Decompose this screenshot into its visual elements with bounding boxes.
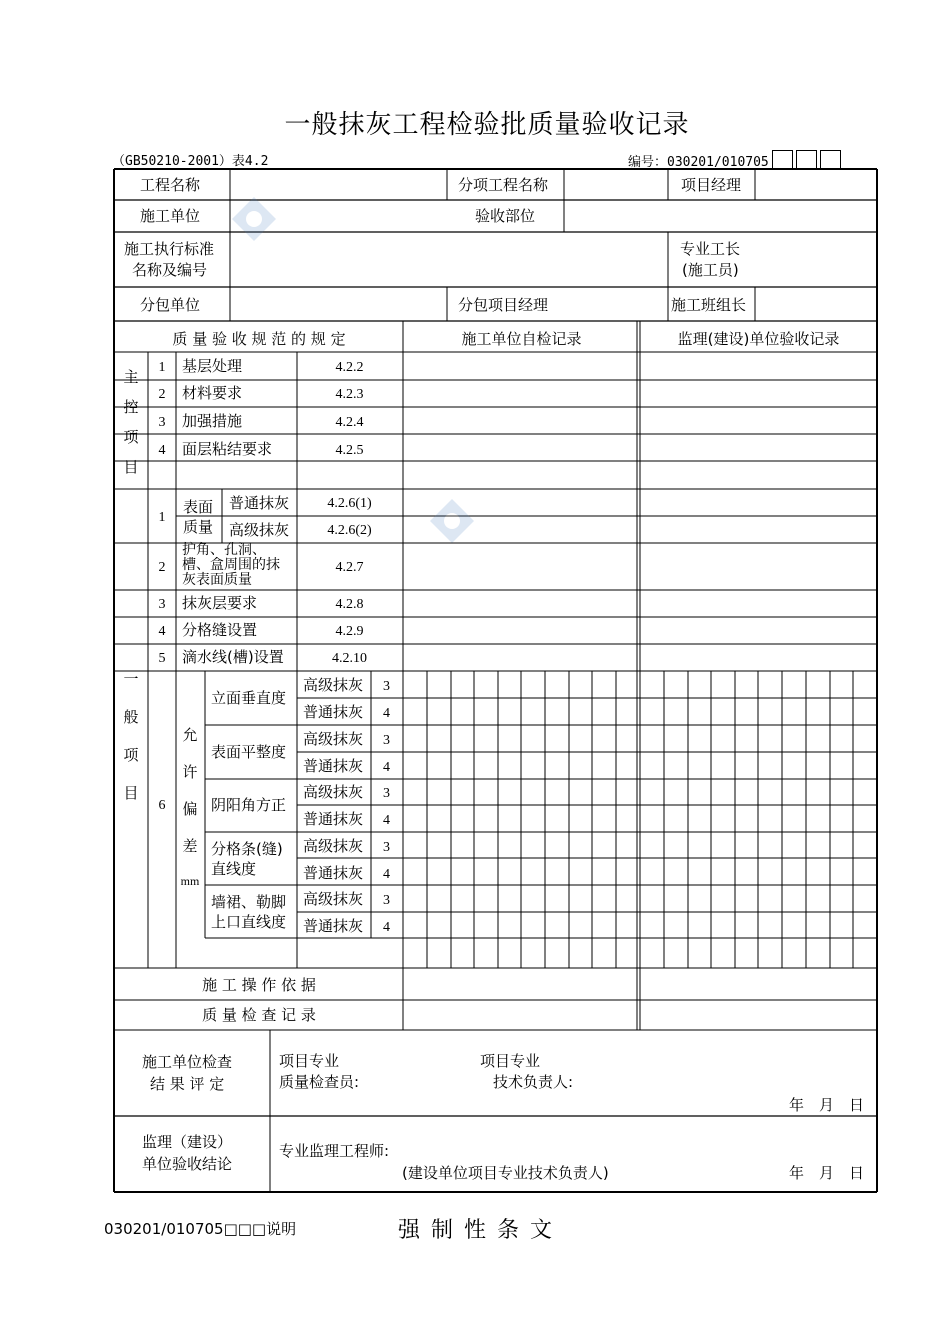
standard-ref: （GB50210-2001）表4.2 — [112, 154, 269, 169]
main-item-name: 加强措施 — [182, 412, 243, 430]
corner-item-name: 护角、孔洞、 — [182, 542, 266, 558]
main-item-no: 1 — [158, 360, 166, 375]
tolerance-group-name: 分格条(缝) — [211, 840, 283, 858]
tolerance-group-name: 阴阳角方正 — [211, 796, 287, 814]
tolerance-value: 4 — [383, 920, 390, 935]
supervisor-label: 专业监理工程师: — [279, 1142, 390, 1160]
mandatory-clause-title: 强制性条文 — [398, 1218, 564, 1243]
footer-note: 030201/010705□□□说明 — [104, 1220, 297, 1238]
main-item-clause: 4.2.3 — [335, 387, 364, 402]
form-title: 一般抹灰工程检验批质量验收记录 — [284, 110, 690, 140]
general-item-name: 分格缝设置 — [182, 621, 258, 639]
tolerance-grade: 普通抹灰 — [303, 864, 364, 882]
grade-name: 高级抹灰 — [229, 521, 290, 539]
result-date: 年 月 日 — [789, 1096, 865, 1114]
general-item-no: 4 — [158, 624, 166, 639]
tolerance-value: 3 — [383, 786, 390, 801]
tolerance-group-name-2: 直线度 — [211, 860, 257, 878]
tech-lead-label: 项目专业 — [480, 1052, 541, 1070]
main-item-clause: 4.2.5 — [335, 443, 364, 458]
inspector-label: 项目专业 — [279, 1052, 340, 1070]
general-item-name: 滴水线(槽)设置 — [182, 648, 284, 666]
foreman-label: 专业工长 — [680, 240, 741, 258]
watermark-icon — [428, 497, 476, 545]
tolerance-grade: 高级抹灰 — [303, 783, 364, 801]
tolerance-grade: 高级抹灰 — [303, 676, 364, 694]
tolerance-group-name: 立面垂直度 — [211, 689, 287, 707]
tolerance-unit: mm — [180, 874, 200, 888]
general-item-clause: 4.2.9 — [335, 624, 364, 639]
code-label: 编号：030201/010705 — [628, 155, 769, 170]
standard-label: 施工执行标准 — [124, 240, 215, 258]
tolerance-group-name: 表面平整度 — [211, 743, 287, 761]
tolerance-grade: 高级抹灰 — [303, 837, 364, 855]
main-control-label: 主控项目 — [123, 368, 139, 476]
main-item-clause: 4.2.4 — [335, 415, 364, 430]
result-label: 施工单位检查 — [142, 1053, 233, 1071]
general-item-clause: 4.2.7 — [335, 560, 364, 575]
project-name-label: 工程名称 — [140, 176, 201, 194]
owner-note: (建设单位项目专业技术负责人) — [402, 1164, 609, 1182]
inspector-label-2: 质量检查员: — [279, 1073, 360, 1091]
grade-clause: 4.2.6(1) — [327, 496, 372, 511]
general-item-no: 5 — [158, 651, 166, 666]
sub-manager-label: 分包项目经理 — [458, 296, 549, 314]
tolerance-grade: 普通抹灰 — [303, 917, 364, 935]
grade-name: 普通抹灰 — [229, 494, 290, 512]
conclusion-label: 监理（建设） — [142, 1133, 233, 1151]
construction-unit-label: 施工单位 — [140, 207, 201, 225]
general-item-no: 6 — [158, 798, 166, 813]
foreman-label-2: (施工员) — [682, 261, 739, 279]
main-item-name: 材料要求 — [182, 384, 243, 402]
sub-project-name-label: 分项工程名称 — [458, 176, 549, 194]
tolerance-value: 4 — [383, 760, 390, 775]
tolerance-value: 4 — [383, 867, 390, 882]
general-item-no: 2 — [158, 560, 166, 575]
corner-item-name-2: 槽、盒周围的抹 — [182, 557, 280, 573]
main-item-clause: 4.2.2 — [335, 360, 364, 375]
spec-header: 质 量 验 收 规 范 的 规 定 — [172, 330, 346, 348]
self-check-header: 施工单位自检记录 — [461, 330, 582, 348]
general-item-name: 抹灰层要求 — [182, 594, 258, 612]
tolerance-value: 3 — [383, 679, 390, 694]
main-item-no: 3 — [158, 415, 166, 430]
tolerance-grade: 普通抹灰 — [303, 810, 364, 828]
tolerance-grade: 普通抹灰 — [303, 757, 364, 775]
operation-basis-label: 施 工 操 作 依 据 — [202, 976, 316, 994]
main-item-name: 基层处理 — [182, 357, 243, 375]
tolerance-value: 3 — [383, 733, 390, 748]
tolerance-value: 3 — [383, 893, 390, 908]
subcontractor-label: 分包单位 — [140, 296, 201, 314]
general-item-no: 3 — [158, 597, 166, 612]
team-leader-label: 施工班组长 — [671, 296, 747, 314]
grade-clause: 4.2.6(2) — [327, 523, 372, 538]
supervision-header: 监理(建设)单位验收记录 — [677, 330, 840, 348]
standard-label-2: 名称及编号 — [132, 261, 208, 279]
watermark-icon — [230, 195, 278, 243]
tolerance-label: 允许偏差 — [182, 726, 198, 855]
general-label: 一般项目 — [123, 670, 139, 802]
tolerance-grade: 普通抹灰 — [303, 703, 364, 721]
tolerance-grade: 高级抹灰 — [303, 730, 364, 748]
quality-record-label: 质 量 检 查 记 录 — [202, 1006, 316, 1024]
tolerance-value: 4 — [383, 813, 390, 828]
general-item-clause: 4.2.10 — [332, 651, 367, 666]
project-manager-label: 项目经理 — [681, 176, 742, 194]
surface-quality-label: 表面 — [183, 498, 214, 516]
main-item-no: 2 — [158, 387, 166, 402]
tech-lead-label-2: 技术负责人: — [493, 1073, 574, 1091]
corner-item-name-3: 灰表面质量 — [182, 572, 252, 588]
main-item-no: 4 — [158, 443, 166, 458]
tolerance-group-name-2: 上口直线度 — [211, 913, 287, 931]
tolerance-value: 3 — [383, 840, 390, 855]
conclusion-label-2: 单位验收结论 — [142, 1155, 233, 1173]
acceptance-part-label: 验收部位 — [475, 207, 536, 225]
result-label-2: 结 果 评 定 — [150, 1075, 225, 1093]
general-item-no: 1 — [158, 510, 166, 525]
tolerance-grade: 高级抹灰 — [303, 890, 364, 908]
main-item-name: 面层粘结要求 — [182, 440, 273, 458]
conclusion-date: 年 月 日 — [789, 1164, 865, 1182]
surface-quality-label-2: 质量 — [183, 518, 214, 536]
tolerance-group-name: 墙裙、勒脚 — [211, 893, 287, 911]
tolerance-value: 4 — [383, 706, 390, 721]
general-item-clause: 4.2.8 — [335, 597, 364, 612]
